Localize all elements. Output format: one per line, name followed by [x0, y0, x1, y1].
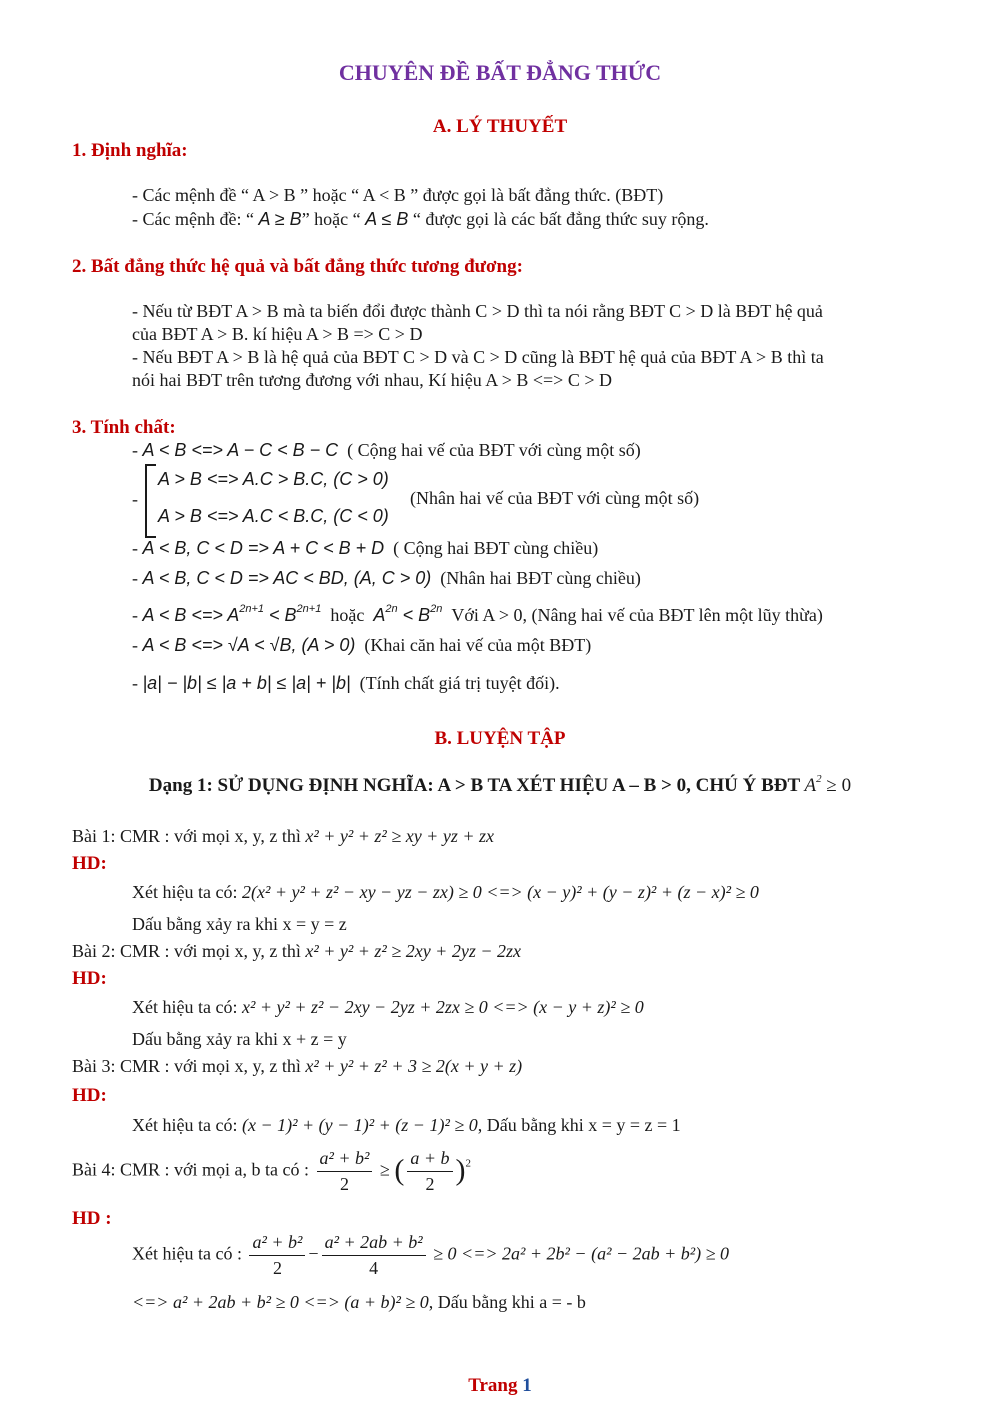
exercise-4-fraction-right: $\frac{a + b}{2}$: [407, 1148, 452, 1195]
exercise-4-hint-label: HD :: [72, 1208, 112, 1229]
property-1: - A < B <=> A − C < B − C ( Cộng hai vế của BĐT với cùng một số): [132, 440, 641, 460]
property-2-case-2: A > B <=> A.C < B.C, (C < 0): [158, 506, 389, 526]
exercise-1-hint-line-1: Xét hiệu ta có: 2(x² + y² + z² − xy − yz − zx) ≥ 0 <=> (x − y)² + (y − z)² + (z − x)² ≥ 0: [132, 882, 759, 902]
consequence-heading: 2. Bất đẳng thức hệ quả và bất đẳng thức tương đương:: [72, 256, 523, 277]
exercise-4-fraction-left: $\frac{\text{a² + b²}}{2}$: [317, 1148, 373, 1195]
exercise-4-hint-fraction-1: $\frac{\text{a² + b²}}{2}$: [249, 1232, 305, 1279]
consequence-line-1: - Nếu từ BĐT A > B mà ta biến đổi được thành C > D thì ta nói rằng BĐT C > D là BĐT hệ quả: [132, 301, 823, 321]
exercise-4-hint-line-1: Xét hiệu ta có : $\frac{\text{a² + b²}}{2}$ − $\frac{\text{a² + 2ab + b²}}{4}$ ≥ 0 <=> 2a² + 2b² − (a² − 2ab + b²) ≥ 0: [132, 1232, 730, 1278]
page-footer: Trang 1: [468, 1375, 532, 1396]
definition-line-2: - Các mệnh đề: “ A ≥ B” hoặc “ A ≤ B “ được gọi là các bất đẳng thức suy rộng.: [132, 209, 709, 229]
exercise-2-hint-label: HD:: [72, 968, 107, 989]
exercise-4-hint-fraction-2: $\frac{\text{a² + 2ab + b²}}{4}$: [322, 1232, 426, 1279]
property-2-bracket: [145, 464, 156, 538]
definition-line-1: - Các mệnh đề “ A > B ” hoặc “ A < B ” được gọi là bất đẳng thức. (BĐT): [132, 185, 664, 205]
definition-heading: 1. Định nghĩa:: [72, 140, 188, 161]
section-a-heading: A. LÝ THUYẾT: [432, 116, 568, 137]
exercise-1-hint-line-2: Dấu bằng xảy ra khi x = y = z: [132, 914, 347, 934]
property-2-case-1: A > B <=> A.C > B.C, (C > 0): [158, 469, 389, 489]
exercise-1-hint-label: HD:: [72, 853, 107, 874]
type-1-heading: Dạng 1: SỬ DỤNG ĐỊNH NGHĨA: A > B TA XÉT HIỆU A – B > 0, CHÚ Ý BĐT $A^2 \ge 0$: [148, 773, 852, 796]
exercise-4: Bài 4: CMR : với mọi a, b ta có : $\frac{\text{a² + b²}}{2}$ ≥ ( $\frac{a + b}{2}$ )$^2$: [72, 1148, 472, 1194]
page-number: 1: [522, 1375, 532, 1396]
exercise-1: Bài 1: CMR : với mọi x, y, z thì x² + y² + z² ≥ xy + yz + zx: [72, 826, 494, 846]
exercise-2-hint-line-1: Xét hiệu ta có: x² + y² + z² − 2xy − 2yz + 2zx ≥ 0 <=> (x − y + z)² ≥ 0: [132, 997, 644, 1017]
exercise-4-hint-line-2: <=> a² + 2ab + b² ≥ 0 <=> (a + b)² ≥ 0, Dấu bằng khi a = - b: [132, 1292, 586, 1312]
document-title: CHUYÊN ĐỀ BẤT ĐẲNG THỨC: [338, 60, 662, 85]
consequence-line-3: - Nếu BĐT A > B là hệ quả của BĐT C > D và C > D cũng là BĐT hệ quả của BĐT A > B thì ta: [132, 347, 824, 367]
exercise-2: Bài 2: CMR : với mọi x, y, z thì x² + y² + z² ≥ 2xy + 2yz − 2zx: [72, 941, 521, 961]
property-2-text: (Nhân hai vế của BĐT với cùng một số): [410, 488, 700, 508]
property-4: - A < B, C < D => AC < BD, (A, C > 0) (Nhân hai BĐT cùng chiều): [132, 568, 641, 588]
exercise-3-hint-label: HD:: [72, 1085, 107, 1106]
section-b-heading: B. LUYỆN TẬP: [434, 728, 566, 749]
exercise-3-hint-line-1: Xét hiệu ta có: (x − 1)² + (y − 1)² + (z − 1)² ≥ 0, Dấu bằng khi x = y = z = 1: [132, 1115, 681, 1135]
consequence-line-4: nói hai BĐT trên tương đương với nhau, Kí hiệu A > B <=> C > D: [132, 370, 612, 390]
property-5: - A < B <=> $A^{2n+1} < B^{2n+1}$ hoặc $A^{2n} < B^{2n}$ Với A > 0, (Nâng hai vế của BĐT lên một lũy thừa): [132, 603, 823, 625]
exercise-3: Bài 3: CMR : với mọi x, y, z thì x² + y² + z² + 3 ≥ 2(x + y + z): [72, 1056, 523, 1076]
property-2-dash: -: [132, 489, 138, 509]
property-6: - A < B <=> √A < √B, (A > 0) (Khai căn hai vế của một BĐT): [132, 635, 592, 655]
property-3: - A < B, C < D => A + C < B + D ( Cộng hai BĐT cùng chiều): [132, 538, 599, 558]
property-7: - |a| − |b| ≤ |a + b| ≤ |a| + |b| (Tính chất giá trị tuyệt đối).: [132, 673, 560, 693]
exercise-2-hint-line-2: Dấu bằng xảy ra khi x + z = y: [132, 1029, 347, 1049]
properties-heading: 3. Tính chất:: [72, 417, 176, 438]
consequence-line-2: của BĐT A > B. kí hiệu A > B => C > D: [132, 324, 423, 344]
